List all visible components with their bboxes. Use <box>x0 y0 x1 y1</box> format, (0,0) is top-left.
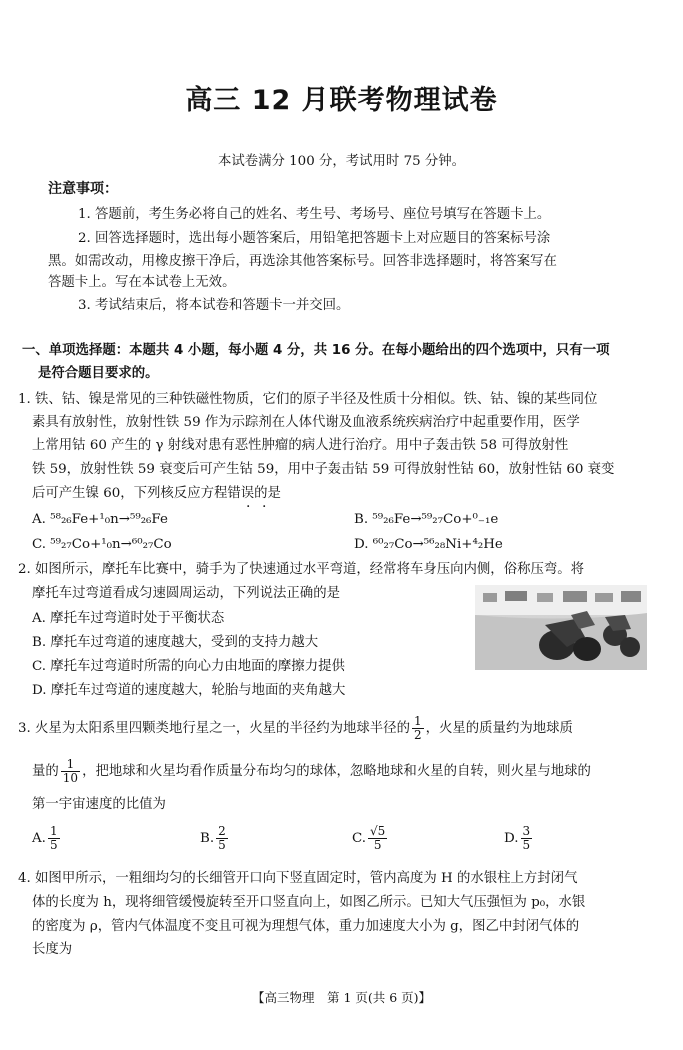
fraction-numerator: √5 <box>370 824 386 838</box>
fraction-numerator: 1 <box>413 714 422 728</box>
q1-option-a <box>32 511 168 529</box>
q3-line3: 第一宇宙速度的比值为 <box>32 797 166 812</box>
option-label: C. <box>32 537 47 552</box>
q3-option-b <box>200 822 230 856</box>
motorcycle-photo <box>475 585 647 670</box>
q1-option-b <box>354 511 498 529</box>
option-label: C. <box>352 831 367 846</box>
q3-text: 量的 <box>32 764 59 779</box>
q3-option-d <box>504 822 534 856</box>
q2-text: 2. 如图所示，摩托车比赛中，骑手为了快速通过水平弯道，经常将车身压向内侧，俗称压弯。将 <box>18 562 585 577</box>
q3-text: ，火星的质量约为地球质 <box>425 721 573 736</box>
q3-option-a <box>32 822 62 856</box>
page-footer: 【高三物理 第 1 页(共 6 页)】 <box>251 990 432 1005</box>
section-heading: 一、单项选择题：本题共 4 小题，每小题 4 分，共 16 分。在每小题给出的四个选项中，只有一项 <box>22 343 610 358</box>
q4-text: 长度为 <box>32 942 73 957</box>
fraction <box>48 825 60 852</box>
fraction <box>412 715 424 742</box>
option-label: B. <box>200 831 215 846</box>
option-equation: ⁵⁹₂₆Fe→⁵⁹₂₇Co+⁰₋₁e <box>372 512 499 527</box>
option-equation: ⁵⁹₂₇Co+¹₀n→⁶⁰₂₇Co <box>50 537 172 552</box>
fraction-denominator: 5 <box>373 838 382 852</box>
q3-option-c <box>352 822 389 856</box>
q1-text: 后可产生镍 60，下列核反应方程错误的是 <box>32 486 281 501</box>
q4-text: 体的长度为 h，现将细管缓慢旋转至开口竖直向上，如图乙所示。已知大气压强恒为 p₀，水银 <box>32 895 586 910</box>
note-line: 黑。如需改动，用橡皮擦干净后，再选涂其他答案标号。回答非选择题时，将答案写在 <box>48 254 557 269</box>
fraction-numerator: 1 <box>49 824 58 838</box>
note-line: 答题卡上。写在本试卷上无效。 <box>48 275 236 290</box>
option-label: B. <box>354 512 369 527</box>
q3-line1 <box>18 712 573 746</box>
q1-text: 上常用钴 60 产生的 γ 射线对患有恶性肿瘤的病人进行治疗。用中子轰击铁 58 可得放射性 <box>32 438 569 453</box>
q1-option-c <box>32 536 172 554</box>
fraction <box>216 825 228 852</box>
fraction-numerator: 1 <box>61 758 80 772</box>
fraction-denominator: 2 <box>413 728 422 742</box>
section-heading-cont: 是符合题目要求的。 <box>38 366 159 381</box>
q3-text: 3. 火星为太阳系里四颗类地行星之一，火星的半径约为地球半径的 <box>18 721 410 736</box>
fraction-denominator: 5 <box>522 838 531 852</box>
option-equation: ⁶⁰₂₇Co→⁵⁶₂₈Ni+⁴₂He <box>372 537 503 552</box>
fraction-denominator: 5 <box>218 838 226 852</box>
q4-text: 的密度为 ρ，管内气体温度不变且可视为理想气体，重力加速度大小为 g，图乙中封闭气体的 <box>32 919 580 934</box>
q2-option-d: D. 摩托车过弯道的速度越大，轮胎与地面的夹角越大 <box>32 683 346 698</box>
option-label: A. <box>32 512 46 527</box>
option-equation: ⁵⁸₂₆Fe+¹₀n→⁵⁹₂₆Fe <box>50 512 168 527</box>
fraction <box>61 758 80 785</box>
motorcycle-illustration <box>475 585 647 670</box>
fraction <box>368 825 387 852</box>
q1-text: 铁 59，放射性铁 59 衰变后可产生钴 59，用中子轰击钴 59 可得放射性钴 60，放射性钴 60 衰变 <box>32 462 615 477</box>
note-line: 1. 答题前，考生务必将自己的姓名、考生号、考场号、座位号填写在答题卡上。 <box>78 207 551 222</box>
fraction-numerator: 2 <box>218 824 226 838</box>
q4-text: 4. 如图甲所示，一粗细均匀的长细管开口向下竖直固定时，管内高度为 H 的水银柱上方封闭气 <box>18 871 578 886</box>
exam-title: 高三 12 月联考物理试卷 <box>185 85 498 116</box>
q3-text: ，把地球和火星均看作质量分布均匀的球体，忽略地球和火星的自转，则火星与地球的 <box>82 764 591 779</box>
notes-heading: 注意事项： <box>48 181 118 197</box>
q2-option-b: B. 摩托车过弯道的速度越大，受到的支持力越大 <box>32 635 319 650</box>
q3-line2 <box>32 755 591 789</box>
emphasis-dot: · <box>246 499 251 515</box>
option-label: D. <box>504 831 519 846</box>
note-line: 3. 考试结束后，将本试卷和答题卡一并交回。 <box>78 298 350 313</box>
q2-text: 摩托车过弯道看成匀速圆周运动，下列说法正确的是 <box>32 586 340 601</box>
q1-text: 素具有放射性，放射性铁 59 作为示踪剂在人体代谢及血液系统疾病治疗中起重要作用，医学 <box>32 415 580 430</box>
q1-option-d <box>354 536 503 554</box>
q1-text: 1. 铁、钴、镍是常见的三种铁磁性物质，它们的原子半径及性质十分相似。铁、钴、镍的某些同位 <box>18 392 598 407</box>
exam-intro: 本试卷满分 100 分，考试用时 75 分钟。 <box>217 154 466 169</box>
q2-option-c: C. 摩托车过弯道时所需的向心力由地面的摩擦力提供 <box>32 659 345 674</box>
fraction-numerator: 3 <box>522 824 531 838</box>
fraction <box>521 825 533 852</box>
option-label: A. <box>32 831 46 846</box>
q2-option-a: A. 摩托车过弯道时处于平衡状态 <box>32 611 225 626</box>
fraction-denominator: 5 <box>49 838 58 852</box>
fraction-denominator: 10 <box>62 771 79 785</box>
note-line: 2. 回答选择题时，选出每小题答案后，用铅笔把答题卡上对应题目的答案标号涂 <box>78 231 551 246</box>
option-label: D. <box>354 537 369 552</box>
emphasis-dot: · <box>262 499 267 515</box>
